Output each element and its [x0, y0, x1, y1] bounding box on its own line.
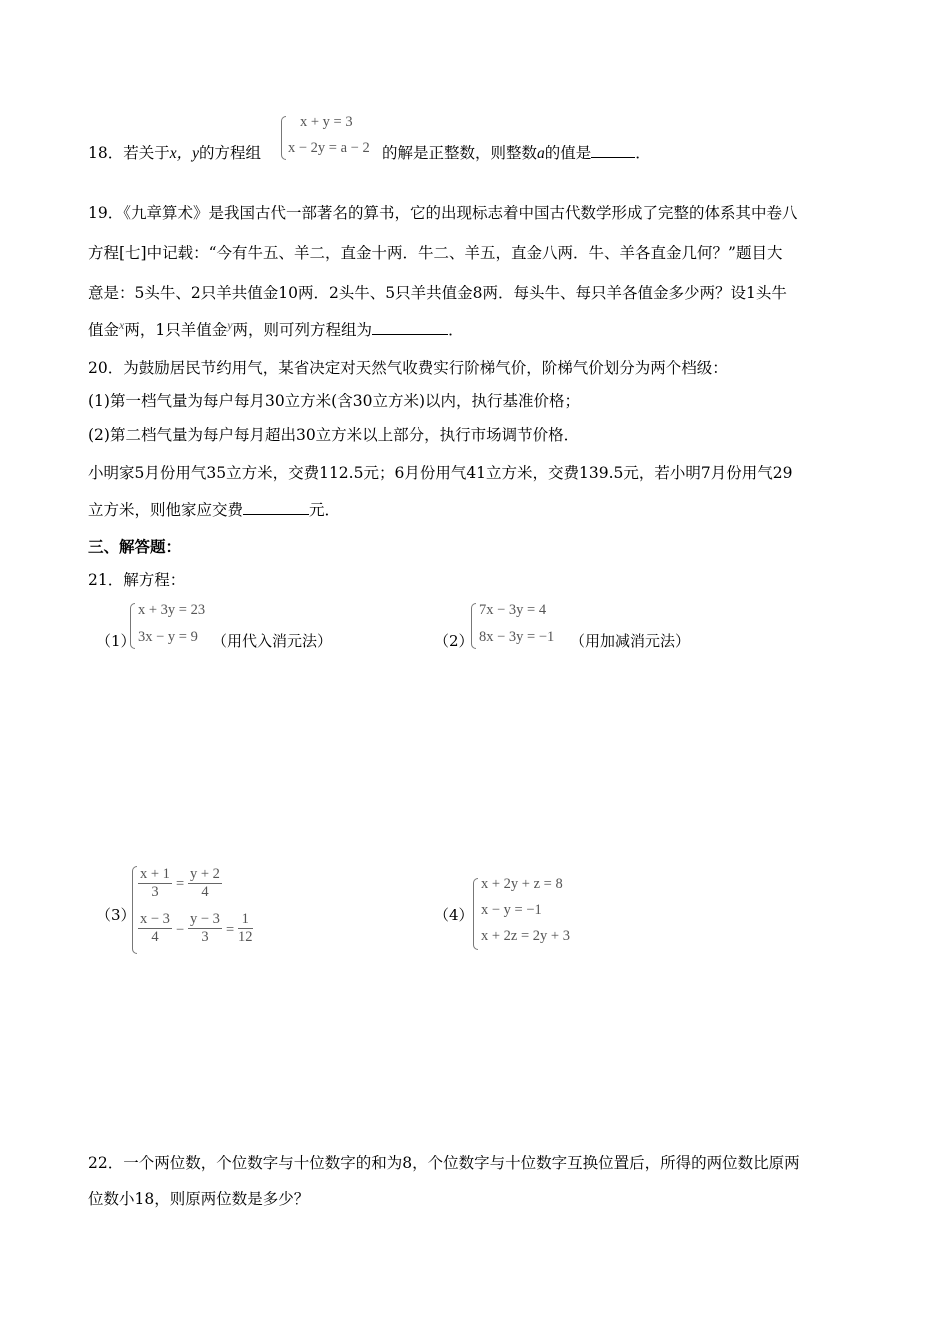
- q21-p1-eq1: x + 3y = 23: [138, 602, 206, 618]
- q21-p4-brace: [473, 878, 478, 950]
- q20-line4: 小明家5月份用气35立方米，交费112.5元；6月份用气41立方米，交费139.5元，若小明7月份用气29: [88, 464, 793, 482]
- q20-line2: (1)第一档气量为每户每月30立方米(含30立方米)以内，执行基准价格；: [88, 392, 580, 410]
- q21-p2-label: （2）: [434, 632, 474, 650]
- question-18: [88, 143, 261, 164]
- q21-p2-eq1: 7x − 3y = 4: [479, 602, 547, 618]
- q19-line2: 方程[七]中记载：“今有牛五、羊二，直金十两．牛二、羊五，直金八两．牛、羊各直金几何？”题目大: [88, 244, 783, 262]
- q18-end: 的值是: [544, 144, 592, 162]
- q21-p3-f3-num: x − 3: [140, 911, 170, 927]
- section-3-title: 三、解答题：: [88, 537, 182, 556]
- q21-p3-frac1: [138, 866, 172, 901]
- q19-var-y: y: [227, 318, 233, 332]
- q19-line4: [88, 320, 464, 341]
- q21-p4-label: （4）: [434, 906, 474, 924]
- q21-p2-eq2: 8x − 3y = −1: [479, 629, 555, 645]
- q21-p3-frac4: [188, 911, 222, 946]
- q21-p3-frac2: [188, 866, 222, 901]
- q21-p3-brace: [132, 866, 137, 954]
- q21-p1-eq2: 3x − y = 9: [138, 629, 198, 645]
- q21-p3-f2-num: y + 2: [190, 866, 220, 882]
- q18-prefix: 18．若关于: [88, 144, 170, 162]
- q21-p4-eq1: x + 2y + z = 8: [481, 876, 563, 892]
- q22-line1: 22．一个两位数，个位数字与十位数字的和为8，个位数字与十位数字互换位置后，所得的两位数比原两: [88, 1154, 800, 1172]
- q19-line4-a: 值金: [88, 321, 120, 339]
- q21-p4-eq2: x − y = −1: [481, 902, 542, 918]
- q21-p2-brace: [471, 603, 476, 649]
- q18-eq2: x − 2y = a − 2: [288, 140, 370, 156]
- q21-p3-label: （3）: [96, 906, 136, 924]
- q19-line3: 意是：5头牛、2只羊共值金10两．2头牛、5只羊共值金8两．每头牛、每只羊各值金多少两？设1头牛: [88, 284, 787, 302]
- q21-p3-f1-den: 3: [151, 884, 159, 900]
- q19-line4-c: 两，则可列方程组为: [232, 321, 373, 339]
- q22-line2: 位数小18，则原两位数是多少？: [88, 1190, 310, 1208]
- q18-vars: x，y: [169, 145, 199, 162]
- q18-mid: 的方程组: [199, 144, 262, 162]
- q20-line1: 20．为鼓励居民节约用气，某省决定对天然气收费实行阶梯气价，阶梯气价划分为两个档级：: [88, 359, 728, 377]
- q19-answer-blank[interactable]: [372, 320, 448, 335]
- q18-brace: [281, 116, 286, 160]
- q21-p3-f4-num: y − 3: [190, 911, 220, 927]
- q19-period: ．: [448, 321, 464, 339]
- q19-line1: 19．《九章算术》是我国古代一部著名的算书，它的出现标志着中国古代数学形成了完整的体系其中卷八: [88, 204, 798, 222]
- q20-line5-a: 立方米，则他家应交费: [88, 501, 244, 519]
- q18-period: ．: [635, 144, 651, 162]
- q21-title: 21．解方程：: [88, 571, 186, 589]
- q19-var-x: x: [119, 318, 125, 332]
- q21-p3-f5-num: 1: [238, 911, 253, 929]
- q21-p1-method: （用代入消元法）: [212, 632, 333, 650]
- q21-p3-f5-den: 12: [238, 929, 253, 945]
- q19-line4-b: 两，1只羊值金: [124, 321, 228, 339]
- q18-suffix-line: [382, 143, 651, 164]
- q21-p3-f1-num: x + 1: [140, 866, 170, 882]
- q21-p3-f3-den: 4: [151, 929, 159, 945]
- q20-line5-b: 元．: [309, 501, 341, 519]
- q21-p1-brace: [130, 603, 135, 649]
- q21-p4-eq3: x + 2z = 2y + 3: [481, 928, 570, 944]
- q21-p3-f2-den: 4: [201, 884, 209, 900]
- q21-p1-label: （1）: [96, 632, 136, 650]
- q21-p2-method: （用加减消元法）: [570, 632, 691, 650]
- q21-p3-eq-sign: =: [176, 876, 185, 892]
- q18-suffix: 的解是正整数，则整数: [382, 144, 538, 162]
- q21-p3-f4-den: 3: [201, 929, 209, 945]
- q21-p3-eq-sign-2: =: [226, 922, 235, 938]
- q18-answer-blank[interactable]: [591, 143, 635, 158]
- q21-p3-frac3: [138, 911, 172, 946]
- q20-line5: [88, 500, 340, 520]
- q20-line3: (2)第二档气量为每户每月超出30立方米以上部分，执行市场调节价格．: [88, 426, 580, 444]
- q21-p3-frac5: [238, 911, 253, 946]
- q18-var-a: a: [537, 145, 545, 162]
- q18-eq1: x + y = 3: [300, 114, 353, 130]
- q20-answer-blank[interactable]: [243, 500, 309, 515]
- q21-p3-minus: −: [176, 922, 185, 938]
